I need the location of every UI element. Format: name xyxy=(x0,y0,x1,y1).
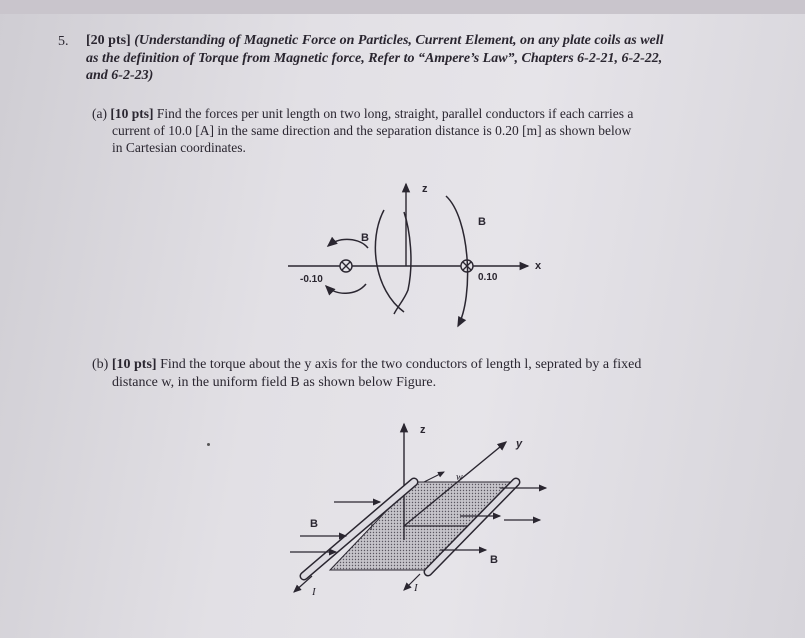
fig-a-x-label: x xyxy=(535,260,542,272)
part-a-line3: in Cartesian coordinates. xyxy=(112,140,246,155)
part-b-label: (b) xyxy=(92,357,109,372)
fig-a-field-right: B xyxy=(478,216,486,228)
fig-b-z-label: z xyxy=(420,424,426,436)
part-a-label: (a) xyxy=(92,106,107,121)
fig-a-z-label: z xyxy=(422,183,428,195)
part-a-text1: Find the forces per unit length on two long, straight, parallel conductors if each carries a xyxy=(156,106,634,121)
fig-b-y-label: y xyxy=(516,438,523,450)
fig-b-field-right: B xyxy=(490,554,498,566)
problem-heading-line3: and 6-2-23) xyxy=(86,68,154,83)
fig-b-current-left: I xyxy=(312,586,316,598)
part-b-text1: Find the torque about the y axis for the two conductors of length l, seprated by a fixed xyxy=(160,357,642,372)
fig-a-pos-right: 0.10 xyxy=(478,272,498,283)
fig-b-field-left: B xyxy=(310,518,318,530)
part-b-line2: distance w, in the uniform field B as shown below Figure. xyxy=(112,375,437,390)
fig-b-w-label: w xyxy=(456,472,463,483)
problem-heading-line2: as the definition of Torque from Magnetic force, Refer to “Ampere’s Law”, Chapters 6-2-21, 6-2-22, xyxy=(86,51,663,66)
problem-points: [20 pts] xyxy=(86,33,131,48)
fig-a-pos-left: -0.10 xyxy=(300,274,323,285)
fig-b-l-label: l xyxy=(370,522,373,533)
part-b-points: [10 pts] xyxy=(111,357,157,372)
part-a-line2: current of 10.0 [A] in the same direction and the separation distance is 0.20 [m] as shown below xyxy=(112,123,632,138)
fig-b-current-right: I xyxy=(414,582,418,594)
problem-heading-text1: (Understanding of Magnetic Force on Particles, Current Element, on any plate coils as well xyxy=(134,33,664,48)
problem-number: 5. xyxy=(58,34,69,49)
fig-a-field-left: B xyxy=(361,232,369,244)
part-a-points: [10 pts] xyxy=(110,106,154,121)
